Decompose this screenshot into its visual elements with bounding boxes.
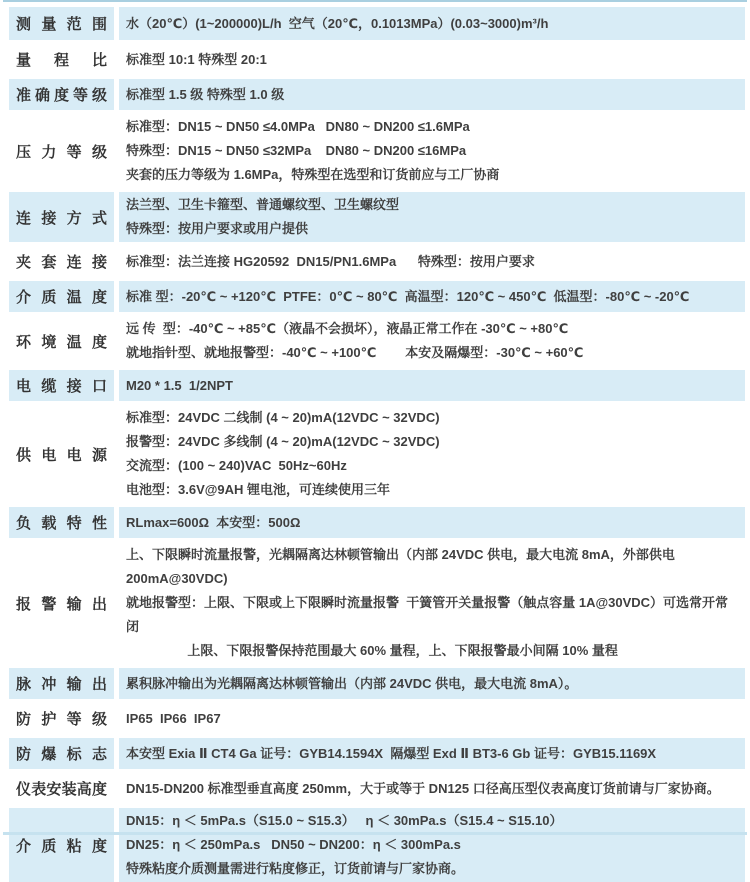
table-row — [9, 507, 745, 538]
row-value-line: 远 传 型：-40℃ ~ +85℃（液晶不会损坏），液晶正常工作在 -30℃ ~ +80℃ — [126, 321, 569, 336]
table-row — [9, 192, 745, 242]
row-label — [9, 542, 114, 664]
row-value — [119, 281, 745, 312]
row-value-line: 标准 型：-20℃ ~ +120℃ PTFE：0℃ ~ 80℃ 高温型：120℃ ~ 450℃ 低温型：-80℃ ~ -20℃ — [126, 288, 690, 304]
table-row — [9, 808, 745, 882]
row-value — [119, 668, 745, 699]
row-value-line: M20 * 1.5 1/2NPT — [126, 377, 233, 393]
spec-table — [0, 2, 750, 882]
row-value — [119, 79, 745, 110]
row-value — [119, 370, 745, 401]
table-row — [9, 114, 745, 188]
row-value-line: 标准型 10:1 特殊型 20:1 — [126, 51, 267, 67]
row-label-text: 报警输出 — [16, 595, 107, 613]
row-value-line: 累积脉冲输出为光耦隔离达林顿管输出（内部 24VDC 供电，最大电流 8mA）。 — [126, 675, 578, 691]
row-label-text: 环境温度 — [16, 333, 107, 351]
row-value-line: IP65 IP66 IP67 — [126, 710, 221, 726]
row-label-text: 压力等级 — [16, 143, 107, 161]
row-value-line: DN15：η ＜ 5mPa.s（S15.0 ~ S15.3） η ＜ 30mPa.s（S15.4 ~ S15.10） — [126, 813, 563, 828]
table-row — [9, 542, 745, 664]
row-value-line: 标准型：法兰连接 HG20592 DN15/PN1.6MPa 特殊型：按用户要求 — [126, 253, 535, 269]
row-value — [119, 703, 745, 734]
row-value-line: 就地指针型、就地报警型：-40℃ ~ +100℃ 本安及隔爆型：-30℃ ~ +60℃ — [126, 345, 584, 360]
table-row — [9, 738, 745, 769]
row-value-line: 特殊型：DN15 ~ DN50 ≤32MPa DN80 ~ DN200 ≤16MPa — [126, 143, 467, 158]
row-value-line: 上、下限瞬时流量报警，光耦隔离达林顿管输出（内部 24VDC 供电，最大电流 8mA，外部供电 200mA@30VDC) — [126, 547, 679, 586]
row-label — [9, 192, 114, 242]
row-value-line: RLmax=600Ω 本安型：500Ω — [126, 514, 301, 530]
row-label-text: 介质温度 — [16, 289, 107, 306]
row-label — [9, 370, 114, 401]
row-value — [119, 738, 745, 769]
row-label-text: 防爆标志 — [16, 746, 107, 763]
row-label — [9, 405, 114, 503]
row-value — [119, 7, 745, 40]
row-value-line: 本安型 Exia Ⅱ CT4 Ga 证号：GYB14.1594X 隔爆型 Exd Ⅱ BT3-6 Gb 证号：GYB15.1169X — [126, 745, 657, 761]
row-label — [9, 281, 114, 312]
row-label — [9, 703, 114, 734]
table-row — [9, 668, 745, 699]
table-row — [9, 316, 745, 366]
row-value-line: 标准型 1.5 级 特殊型 1.0 级 — [126, 86, 285, 102]
row-value — [119, 808, 745, 882]
row-value-line: 报警型：24VDC 多线制 (4 ~ 20)mA(12VDC ~ 32VDC) — [126, 434, 440, 449]
row-value-line: DN25：η ＜ 250mPa.s DN50 ~ DN200：η ＜ 300mPa.s — [126, 837, 461, 852]
row-label-text: 负载特性 — [16, 515, 107, 532]
table-row — [9, 79, 745, 110]
bottom-divider — [3, 832, 747, 835]
row-value-line: 标准型：24VDC 二线制 (4 ~ 20)mA(12VDC ~ 32VDC) — [126, 410, 440, 425]
row-label — [9, 44, 114, 75]
row-value — [119, 542, 745, 664]
row-value-line: 电池型：3.6V@9AH 锂电池，可连续使用三年 — [126, 482, 391, 497]
row-label — [9, 738, 114, 769]
table-row — [9, 405, 745, 503]
row-label — [9, 507, 114, 538]
row-label-text: 脉冲输出 — [16, 676, 107, 693]
row-label — [9, 773, 114, 804]
row-label — [9, 79, 114, 110]
row-value-line: 就地报警型：上限、下限或上下限瞬时流量报警 干簧管开关量报警（触点容量 1A@30VDC）可选常开常闭 — [126, 595, 729, 634]
row-value-line: 标准型：DN15 ~ DN50 ≤4.0MPa DN80 ~ DN200 ≤1.6MPa — [126, 119, 470, 134]
row-value — [119, 316, 745, 366]
row-value-line: 特殊型：按用户要求或用户提供 — [126, 221, 309, 236]
row-value-line: 夹套的压力等级为 1.6MPa，特殊型在选型和订货前应与工厂协商 — [126, 167, 500, 182]
table-row — [9, 7, 745, 40]
row-label-text: 供电电源 — [16, 446, 107, 464]
row-value — [119, 507, 745, 538]
row-value — [119, 405, 745, 503]
row-label-text: 准确度等级 — [16, 87, 107, 104]
row-label-text: 防护等级 — [16, 711, 107, 728]
row-value-line: 特殊粘度介质测量需进行粘度修正，订货前请与厂家协商。 — [126, 861, 465, 876]
row-label-text: 仪表安装高度 — [16, 781, 107, 798]
row-label-text: 电缆接口 — [16, 378, 107, 395]
table-row — [9, 703, 745, 734]
row-value-line: 法兰型、卫生卡箍型、普通螺纹型、卫生螺纹型 — [126, 197, 400, 212]
row-label — [9, 7, 114, 40]
row-label-text: 量程比 — [16, 52, 107, 69]
table-row — [9, 246, 745, 277]
row-label — [9, 808, 114, 882]
row-label-text: 连接方式 — [16, 209, 107, 227]
row-value-line: 水（20℃）(1~200000)L/h 空气（20℃，0.1013MPa）(0.03~3000)m³/h — [126, 15, 549, 31]
row-value — [119, 773, 745, 804]
row-label — [9, 316, 114, 366]
row-value — [119, 114, 745, 188]
table-row — [9, 370, 745, 401]
row-value — [119, 192, 745, 242]
table-row — [9, 44, 745, 75]
row-value — [119, 44, 745, 75]
table-row — [9, 281, 745, 312]
row-value-line: DN15-DN200 标准型垂直高度 250mm，大于或等于 DN125 口径高压型仪表高度订货前请与厂家协商。 — [126, 780, 720, 796]
row-label-text: 测量范围 — [16, 16, 107, 33]
row-value-line: 上限、下限报警保持范围最大 60% 量程，上、下限报警最小间隔 10% 量程 — [126, 643, 618, 658]
row-label — [9, 668, 114, 699]
row-label-text: 夹套连接 — [16, 254, 107, 271]
row-label — [9, 114, 114, 188]
row-label-text: 介质粘度 — [16, 837, 107, 855]
row-value-line: 交流型：(100 ~ 240)VAC 50Hz~60Hz — [126, 458, 347, 473]
row-value — [119, 246, 745, 277]
table-row — [9, 773, 745, 804]
row-label — [9, 246, 114, 277]
